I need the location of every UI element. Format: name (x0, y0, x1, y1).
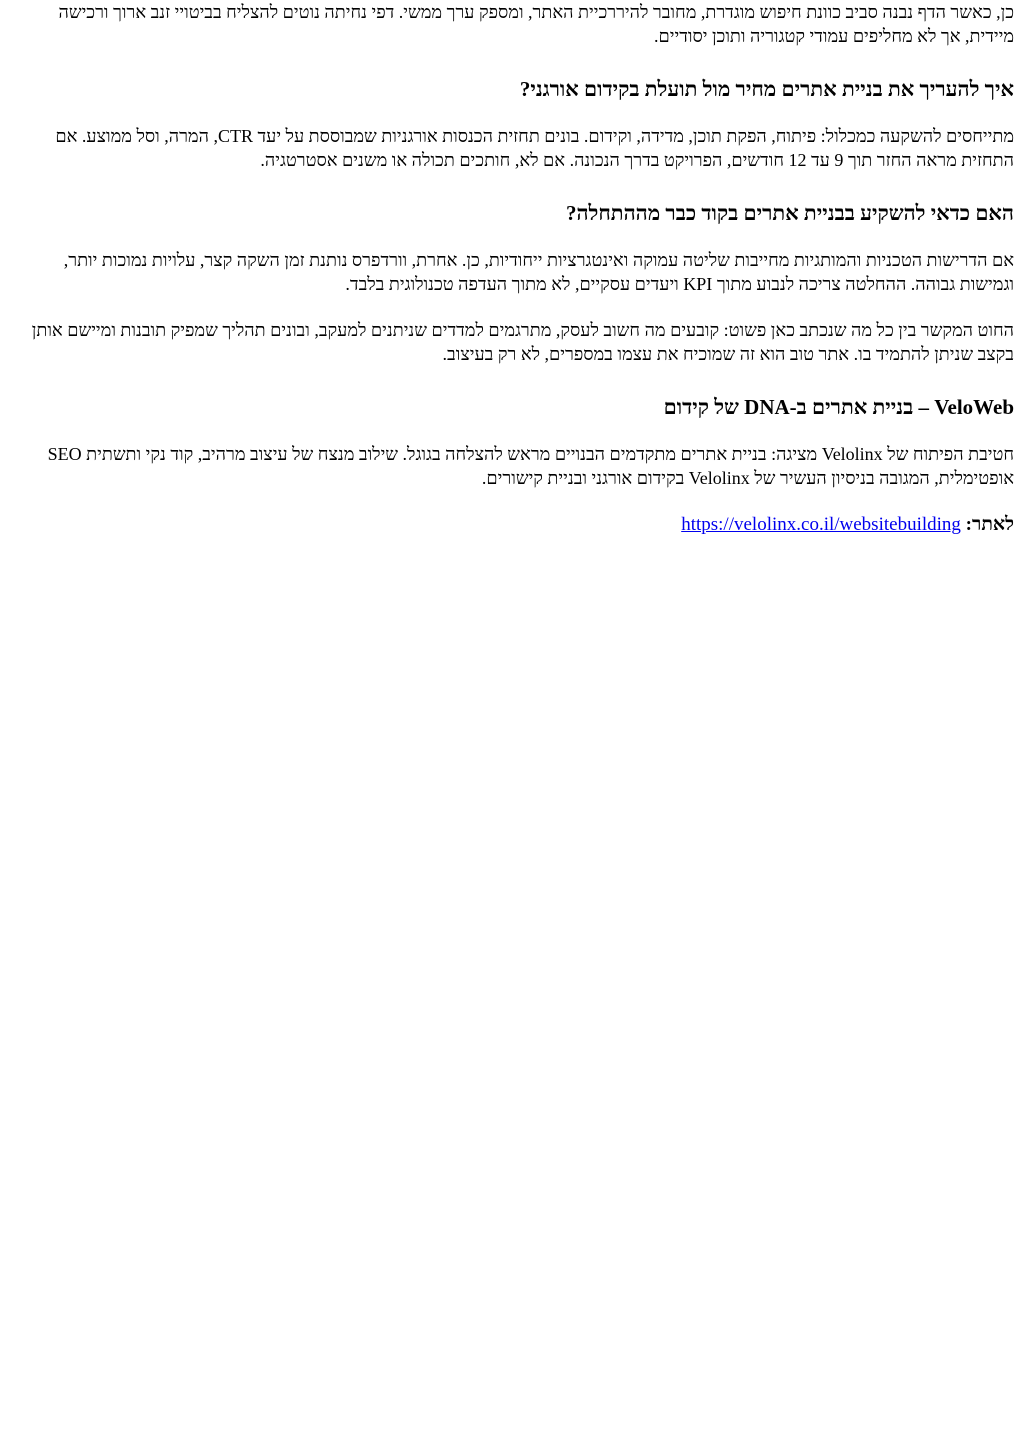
section-paragraph-value: מתייחסים להשקעה כמכלול: פיתוח, הפקת תוכן, מדידה, וקידום. בונים תחזית הכנסות אורגניות שמבוססת על יעד CTR, המרה, וסל ממוצע. אם התחזית מראה החזר תוך 9 עד 12 חודשים, הפרויקט בדרך הנכונה. אם לא, חותכים תכולה או משנים אסטרטגיה. (55, 126, 1014, 170)
section-paragraph-code-1: אם הדרישות הטכניות והמותגיות מחייבות שליטה עמוקה ואינטגרציות ייחודיות, כן. אחרת, וורדפרס נותנת זמן השקה קצר, עלויות נמוכות יותר, וגמישות גבוהה. ההחלטה צריכה לנבוע מתוך KPI ויעדים עסקיים, לא מתוך העדפה טכנולוגית בלבד. (63, 250, 1014, 294)
site-link[interactable]: https://velolinx.co.il/websitebuilding (681, 514, 961, 535)
section-heading-value: איך להעריך את בניית אתרים מחיר מול תועלת בקידום אורגני? (519, 77, 1014, 101)
section-heading-code: האם כדאי להשקיע בבניית אתרים בקוד כבר מההתחלה? (565, 201, 1014, 225)
site-label: לאתר: (965, 514, 1014, 535)
section-heading-veloweb: VeloWeb – בניית אתרים ב-DNA של קידום (663, 395, 1014, 419)
site-line (20, 512, 1014, 538)
section-paragraph-veloweb: חטיבת הפיתוח של Velolinx מציגה: בניית אתרים מתקדמים הבנויים מראש להצלחה בגוגל. שילוב מנצח של עיצוב מרהיב, קוד נקי ותשתית SEO אופטימלית, המגובה בניסיון העשיר של Velolinx בקידום אורגני ובניית קישורים. (47, 444, 1014, 488)
article-content (20, 0, 1014, 538)
section-paragraph-code-2: החוט המקשר בין כל מה שנכתב כאן פשוט: קובעים מה חשוב לעסק, מתרגמים למדדים שניתנים למעקב, ובונים תהליך שמפיק תובנות ומיישם אותן בקצב שניתן להתמיד בו. אתר טוב הוא זה שמוכיח את עצמו במספרים, לא רק בעיצוב. (31, 320, 1014, 364)
intro-paragraph: כן, כאשר הדף נבנה סביב כוונת חיפוש מוגדרת, מחובר להיררכיית האתר, ומספק ערך ממשי. דפי נחיתה נוטים להצליח בביטויי זנב ארוך ורכישה מיידית, אך לא מחליפים עמודי קטגוריה ותוכן יסודיים. (58, 2, 1014, 46)
